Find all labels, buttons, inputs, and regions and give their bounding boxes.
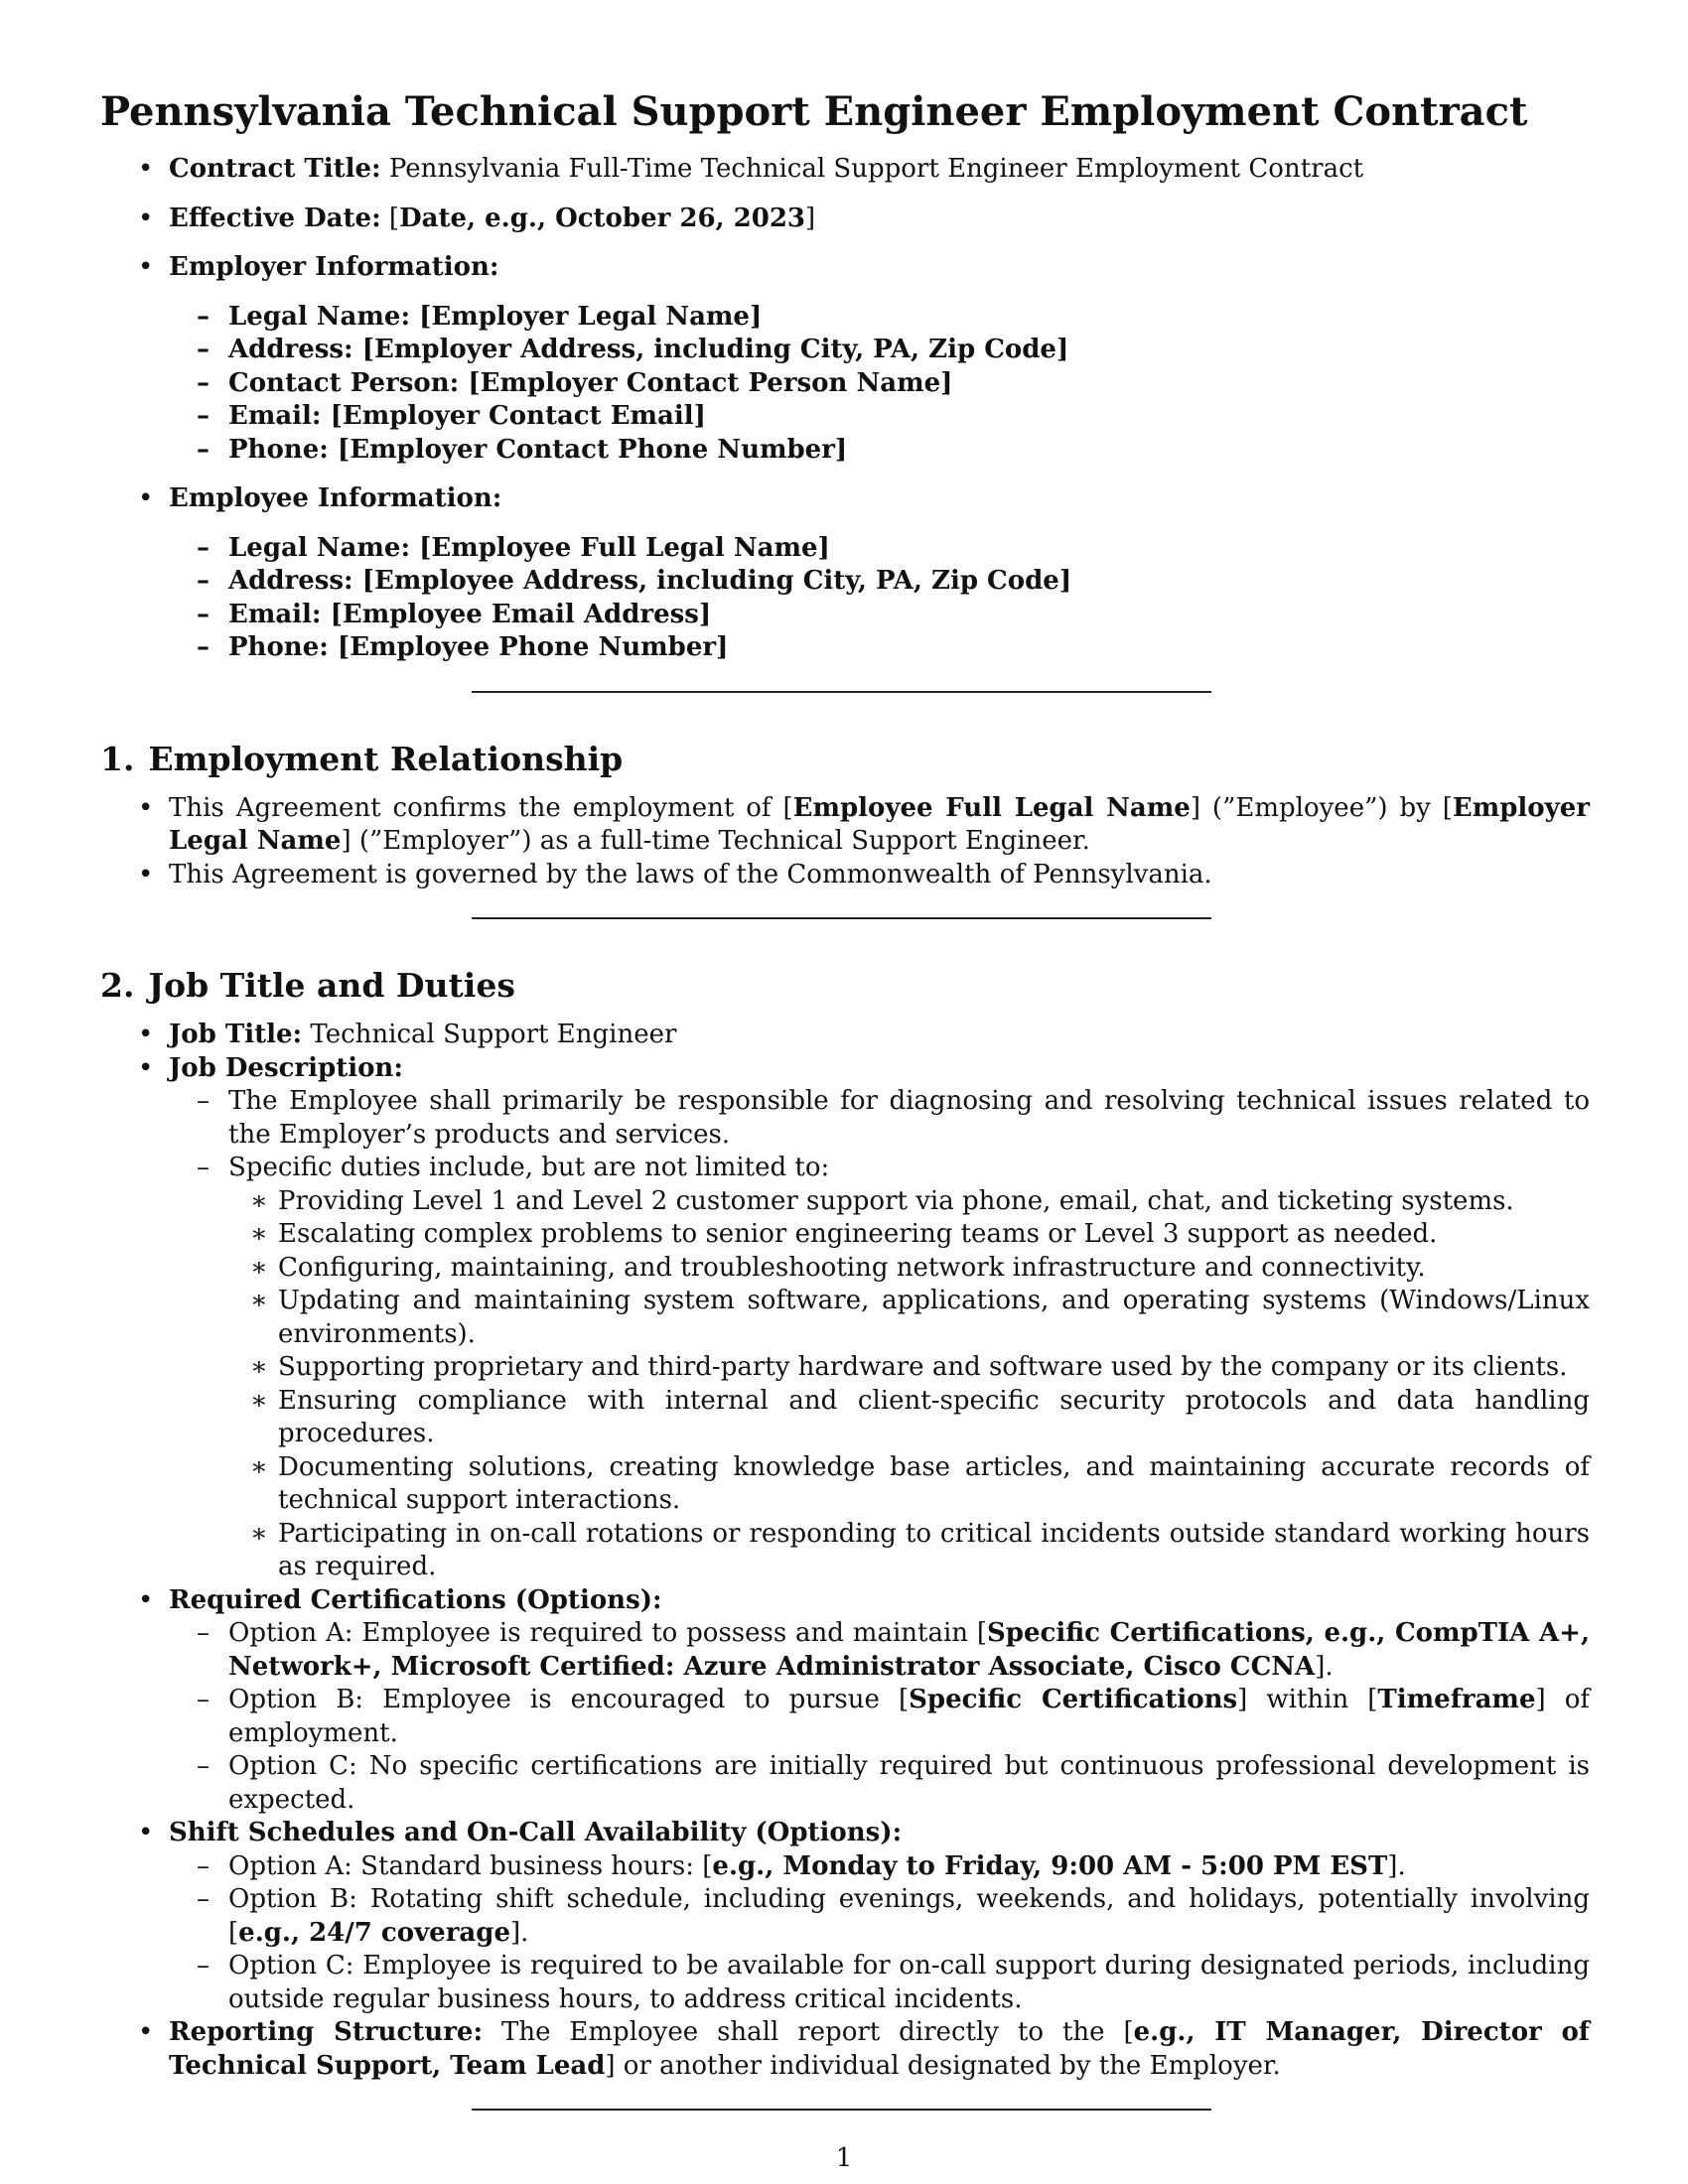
shift-option-c: – Option C: Employee is required to be available for on-call support during designated periods, including outside regular business hours, to address critical incidents. [169, 1950, 1590, 2016]
employee-info-list [169, 532, 1590, 665]
effective-date-item: • Effective Date: [Date, e.g., October 26, 2023] [100, 203, 1590, 236]
employer-contact-person: – Contact Person: [Employer Contact Person Name] [169, 367, 1590, 401]
employer-phone-value: Employer Contact Phone Number [350, 434, 835, 465]
duty-item: ∗ Supporting proprietary and third-party hardware and software used by the company or its clients. [228, 1351, 1590, 1385]
text-run: . [520, 1917, 529, 1948]
reporting-structure-item: • Reporting Structure: The Employee shall report directly to the [e.g., IT Manager, Director of Technical Support, Team Lead] or another individual designated by the Employer. [100, 2016, 1590, 2083]
employer-email-value: Employer Contact Email [342, 401, 694, 431]
section-2-number: 2. [100, 966, 135, 1005]
employer-contact-value: Employer Contact Person Name [480, 367, 941, 398]
duty-item: ∗ Documenting solutions, creating knowledge base articles, and maintaining accurate records of technical support interactions. [228, 1451, 1590, 1518]
employer-legal-name-value: Employer Legal Name [431, 301, 750, 332]
contract-title-label: Contract Title: [169, 154, 381, 184]
text-run: (”Employer”) as a full-time Technical Support Engineer. [351, 826, 1090, 856]
certifications-label: Required Certifications (Options): [169, 1584, 662, 1615]
effective-date-label: Effective Date: [169, 203, 381, 233]
text-run: The Employee shall report directly to the [483, 2017, 1124, 2047]
employer-email: – Email: [Employer Contact Email] [169, 400, 1590, 434]
text-run: Option B: Rotating shift schedule, including evenings, weekends, and holidays, potentially involving [228, 1884, 1590, 1914]
employee-email-value: Employee Email Address [342, 599, 699, 629]
employee-email: – Email: [Employee Email Address] [169, 599, 1590, 632]
text-run: . [1397, 1850, 1406, 1881]
job-title-item [100, 1019, 1590, 1052]
employer-contact-label: Contact Person: [228, 367, 460, 398]
duties-list [228, 1185, 1590, 1584]
duty-item: ∗ Updating and maintaining system software, applications, and operating systems (Windows/Linux environments). [228, 1285, 1590, 1351]
text-run: within [1247, 1685, 1368, 1714]
timeframe-placeholder: Timeframe [1377, 1685, 1536, 1714]
duty-item: ∗ Participating in on-call rotations or responding to critical incidents outside standard working hours as required. [228, 1518, 1590, 1584]
shift-schedule-item [100, 1817, 1590, 2016]
employee-legal-name: – Legal Name: [Employee Full Legal Name] [169, 532, 1590, 566]
page-number: 1 [835, 2143, 853, 2173]
duty-item: ∗ Configuring, maintaining, and troubleshooting network infrastructure and connectivity. [228, 1252, 1590, 1286]
job-title-value: Technical Support Engineer [310, 1020, 677, 1049]
employer-info-list [169, 301, 1590, 468]
shift-option-b: – Option B: Rotating shift schedule, including evenings, weekends, and holidays, potentially involving [e.g., 24/7 coverage]. [169, 1883, 1590, 1950]
specific-duties-item [169, 1152, 1590, 1584]
section-1-title: Employment Relationship [148, 739, 624, 778]
employer-info-item [100, 251, 1590, 467]
document-title: Pennsylvania Technical Support Engineer Employment Contract [100, 88, 1528, 135]
section-1-heading [100, 739, 1590, 780]
job-description-list [169, 1085, 1590, 1584]
employer-address: – Address: [Employer Address, including City, PA, Zip Code] [169, 334, 1590, 367]
employer-address-label: Address: [228, 335, 353, 364]
primary-responsibility: – The Employee shall primarily be responsible for diagnosing and resolving technical issues related to the Employer’s products and services. [169, 1085, 1590, 1152]
specific-duties-intro: Specific duties include, but are not limited to: [228, 1153, 830, 1182]
employee-email-label: Email: [228, 599, 322, 629]
section-divider [472, 2109, 1211, 2111]
document-page [100, 85, 1590, 2111]
duty-item: ∗ Providing Level 1 and Level 2 customer support via phone, email, chat, and ticketing systems. [228, 1185, 1590, 1219]
certifications-item [100, 1584, 1590, 1818]
contract-title-value: Pennsylvania Full-Time Technical Support Engineer Employment Contract [388, 154, 1364, 184]
employee-phone-label: Phone: [228, 632, 329, 662]
job-description-label: Job Description: [169, 1052, 403, 1083]
hours-placeholder: e.g., Monday to Friday, 9:00 AM - 5:00 PM EST [712, 1850, 1388, 1881]
text-run: Option A: Employee is required to possess and maintain [228, 1618, 977, 1648]
employer-name-placeholder: Employer Legal Name [169, 792, 1590, 856]
employer-email-label: Email: [228, 401, 322, 431]
section-1-list [100, 792, 1590, 892]
cert-option-b: – Option B: Employee is encouraged to pursue [Specific Certifications] within [Timeframe] of employment. [169, 1684, 1590, 1750]
certifications-options [169, 1617, 1590, 1817]
employer-address-value: Employer Address, including City, PA, Zip Code [374, 335, 1056, 364]
employee-address-value: Employee Address, including City, PA, Zip Code [374, 566, 1059, 596]
contract-title-item [100, 153, 1590, 187]
text-run: Option B: Employee is encouraged to pursue [228, 1685, 899, 1714]
text-run: or another individual designated by the Employer. [615, 2050, 1281, 2081]
section-2-heading [100, 965, 1590, 1007]
section-divider [472, 917, 1211, 919]
employee-address-label: Address: [228, 566, 353, 596]
text-run: (”Employee”) by [1199, 792, 1443, 823]
contract-header-list [100, 153, 1590, 665]
section-1-number: 1. [100, 739, 135, 778]
text-run: This Agreement confirms the employment of [169, 792, 783, 823]
cert-option-a: – Option A: Employee is required to possess and maintain [Specific Certifications, e.g., CompTIA A+, Network+, Microsoft Certified: Azure Administrator Associate, Cisco CCNA]. [169, 1617, 1590, 1684]
shift-option-a: – Option A: Standard business hours: [e.g., Monday to Friday, 9:00 AM - 5:00 PM EST]. [169, 1850, 1590, 1884]
employer-info-label: Employer Information: [169, 252, 499, 282]
employer-phone: – Phone: [Employer Contact Phone Number] [169, 434, 1590, 468]
employee-phone: – Phone: [Employee Phone Number] [169, 631, 1590, 665]
shift-options [169, 1850, 1590, 2017]
duty-item: ∗ Escalating complex problems to senior engineering teams or Level 3 support as needed. [228, 1218, 1590, 1252]
section-2-title: Job Title and Duties [148, 966, 515, 1005]
section-2-list [100, 1019, 1590, 2083]
job-title-label: Job Title: [169, 1020, 303, 1049]
employer-phone-label: Phone: [228, 434, 329, 465]
shift-schedule-label: Shift Schedules and On-Call Availability (Options): [169, 1818, 903, 1847]
employee-name-placeholder: Employee Full Legal Name [792, 792, 1191, 823]
employment-confirmation: • This Agreement confirms the employment of [Employee Full Legal Name] (”Employee”) by [Employer Legal Name] (”Employer”) as a full-time Technical Support Engineer. [100, 792, 1590, 859]
text-run: of employment. [228, 1685, 1590, 1748]
coverage-placeholder: e.g., 24/7 coverage [238, 1917, 510, 1948]
section-divider [472, 691, 1211, 693]
employer-legal-name-label: Legal Name: [228, 301, 411, 332]
employee-phone-value: Employee Phone Number [350, 632, 717, 662]
job-description-item [100, 1052, 1590, 1584]
text-run: Option A: Standard business hours: [228, 1850, 703, 1881]
effective-date-value: Date, e.g., October 26, 2023 [399, 203, 806, 233]
employee-info-item [100, 482, 1590, 665]
employee-info-label: Employee Information: [169, 483, 502, 513]
text-run: . [1325, 1651, 1334, 1682]
reporting-structure-label: Reporting Structure: [169, 2017, 484, 2047]
employee-address: – Address: [Employee Address, including City, PA, Zip Code] [169, 565, 1590, 599]
cert-placeholder: Specific Certifications [909, 1685, 1238, 1714]
manager-placeholder: e.g., IT Manager, Director of Technical Support, Team Lead [169, 2017, 1590, 2081]
employee-legal-name-value: Employee Full Legal Name [431, 532, 818, 563]
cert-option-c: – Option C: No specific certifications are initially required but continuous professional development is expected. [169, 1750, 1590, 1817]
duty-item: ∗ Ensuring compliance with internal and client-specific security protocols and data handling procedures. [228, 1385, 1590, 1451]
cert-list-placeholder: Specific Certifications, e.g., CompTIA A+, Network+, Microsoft Certified: Azure Administrator Associate, Cisco CCNA [228, 1618, 1590, 1682]
employee-legal-name-label: Legal Name: [228, 532, 411, 563]
governing-law: • This Agreement is governed by the laws of the Commonwealth of Pennsylvania. [100, 859, 1590, 892]
employer-legal-name: – Legal Name: [Employer Legal Name] [169, 301, 1590, 335]
